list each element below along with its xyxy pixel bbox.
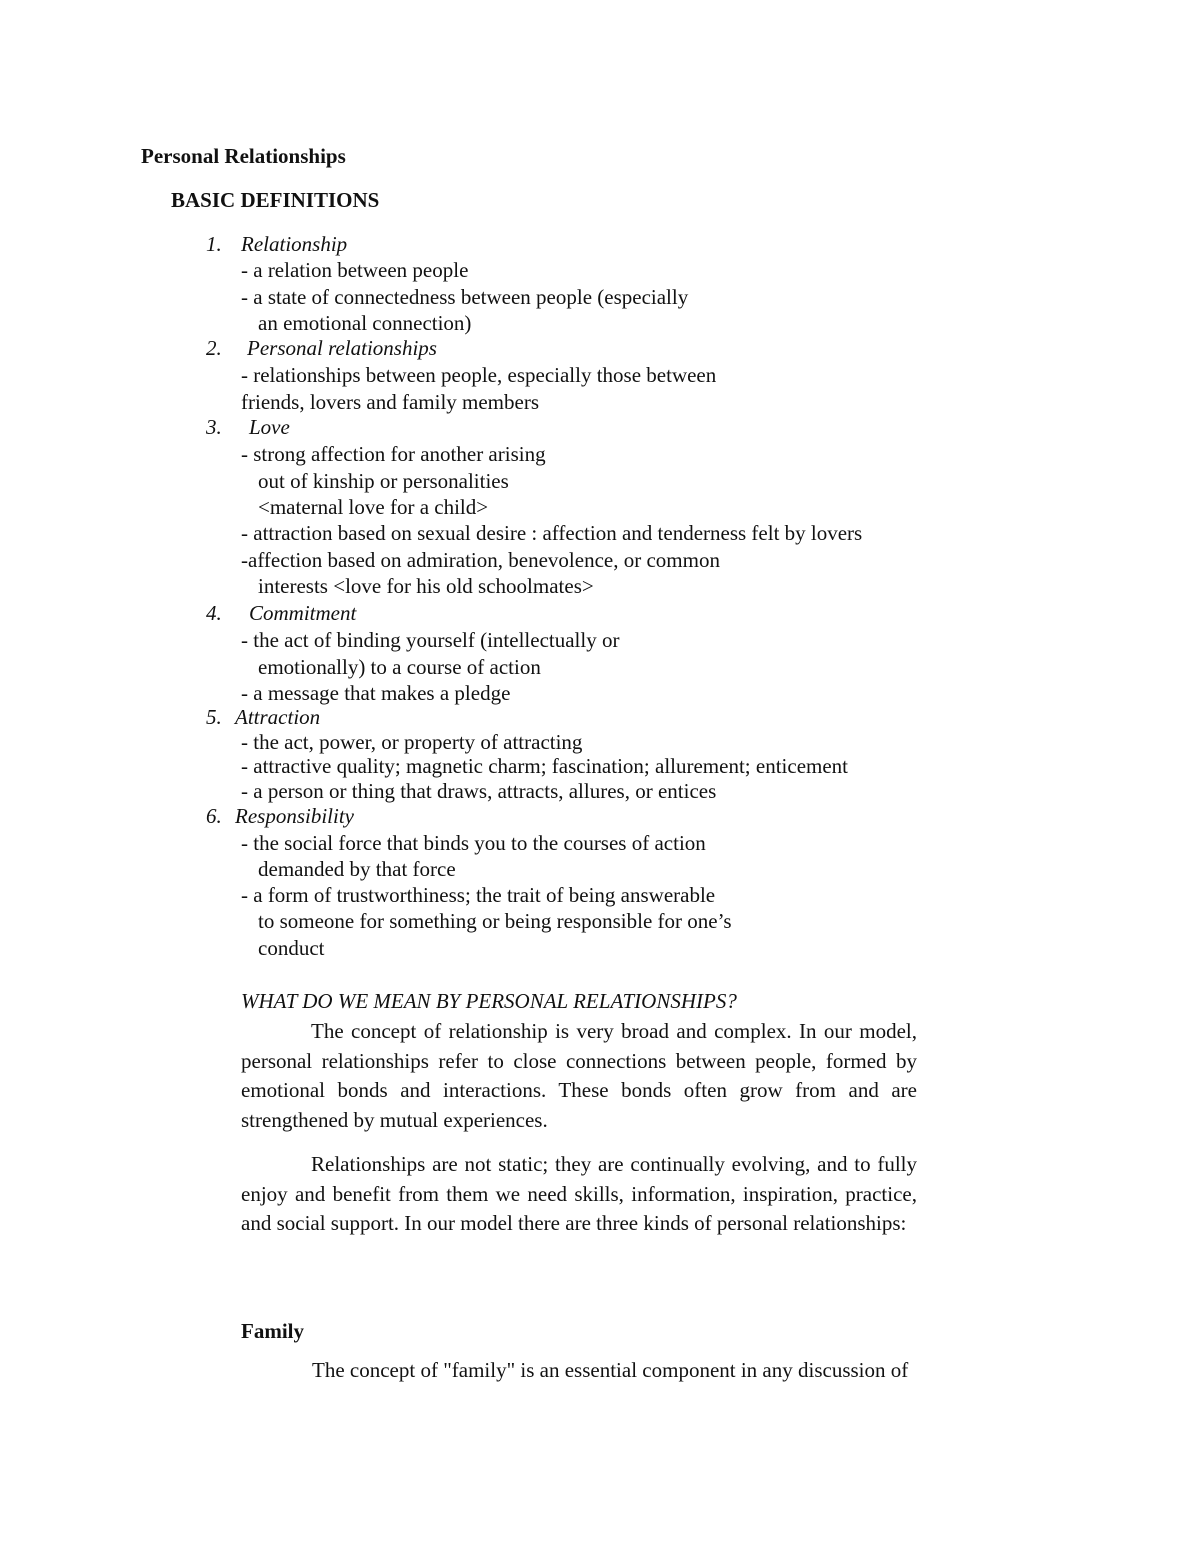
definition-term: Love [249,415,290,439]
question-heading: WHAT DO WE MEAN BY PERSONAL RELATIONSHIPS? [241,989,737,1013]
body-paragraph: Relationships are not static; they are continually evolving, and to fully enjoy and benefit from them we need skills, information, inspiration, practice, and social support. In our model there are three kinds of personal relationships: [241,1152,917,1235]
definition-line: -affection based on admiration, benevolence, or common [241,548,720,572]
definition-term: Responsibility [235,804,354,828]
definition-line: - a form of trustworthiness; the trait of being answerable [241,883,716,907]
definition-line: - attractive quality; magnetic charm; fascination; allurement; enticement [241,754,849,778]
definition-number: 3. [206,415,222,439]
section-heading: BASIC DEFINITIONS [171,188,380,212]
definition-number: 6. [206,804,222,828]
definition-term: Attraction [235,705,321,729]
definition-line: - relationships between people, especially those between [241,363,717,387]
family-heading: Family [241,1319,304,1343]
definition-line: - a person or thing that draws, attracts, allures, or entices [241,779,717,803]
definition-number: 1. [206,232,222,256]
definition-number: 4. [206,601,222,625]
definition-line: conduct [258,936,325,960]
definition-line: - the social force that binds you to the courses of action [241,831,706,855]
definition-number: 5. [206,705,222,729]
definition-line: <maternal love for a child> [258,495,489,519]
definition-line: - a relation between people [241,258,469,282]
definition-line: - the act, power, or property of attracting [241,730,583,754]
definition-line: - strong affection for another arising [241,442,546,466]
definition-line: - the act of binding yourself (intellectually or [241,628,620,652]
definition-line: - a state of connectedness between people (especially [241,285,689,309]
definition-line: to someone for something or being responsible for one’s [258,909,732,933]
definition-term: Personal relationships [247,336,437,360]
document-title: Personal Relationships [141,144,346,168]
definition-line: interests <love for his old schoolmates> [258,574,594,598]
definition-term: Commitment [249,601,357,625]
definition-line: out of kinship or personalities [258,469,509,493]
definition-line: - a message that makes a pledge [241,681,511,705]
definition-line: emotionally) to a course of action [258,655,541,679]
definition-term: Relationship [241,232,348,256]
definition-line: - attraction based on sexual desire : affection and tenderness felt by lovers [241,521,863,545]
definition-number: 2. [206,336,222,360]
body-paragraph: The concept of relationship is very broad and complex. In our model, personal relationships refer to close connections between people, formed by emotional bonds and interactions. These bonds often grow from and are strengthened by mutual experiences. [241,1019,917,1132]
definition-line: friends, lovers and family members [241,390,539,414]
definition-line: an emotional connection) [258,311,472,335]
family-text: The concept of "family" is an essential component in any discussion of [312,1358,909,1382]
definition-line: demanded by that force [258,857,456,881]
